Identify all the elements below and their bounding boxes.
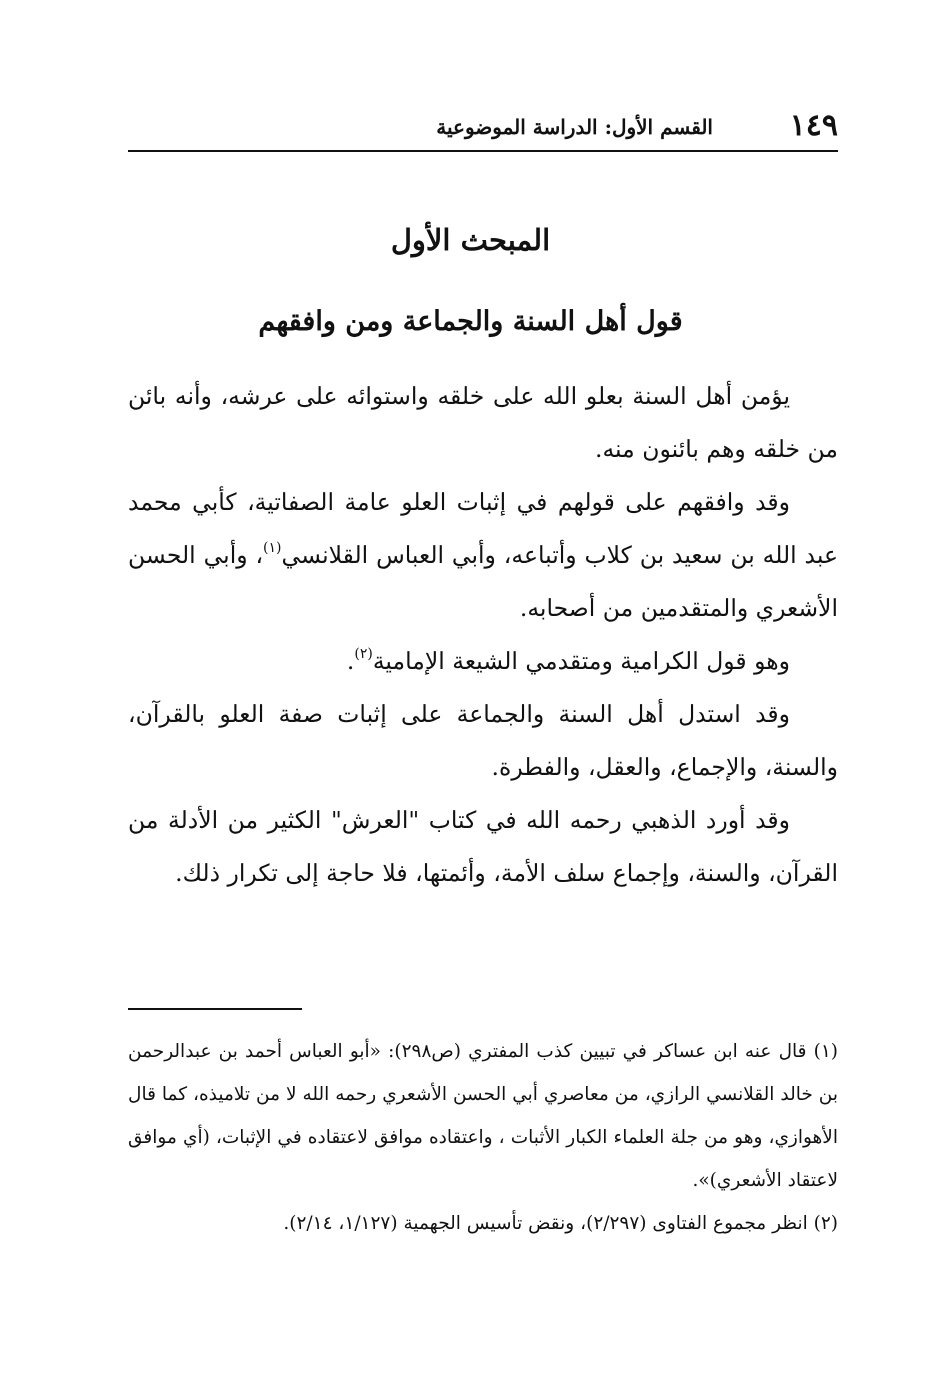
running-title: القسم الأول: الدراسة الموضوعية xyxy=(436,115,713,139)
paragraph-4: وقد استدل أهل السنة والجماعة على إثبات صفة العلو بالقرآن، والسنة، والإجماع، والعقل، والفطرة. xyxy=(128,700,838,781)
footnote-1: (١) قال عنه ابن عساكر في تبيين كذب المفتري (ص٢٩٨): «أبو العباس أحمد بن عبدالرحمن بن خالد القلانسي الرازي، من معاصري أبي الحسن الأشعري رحمه الله لا من تلاميذه، كما قال الأهوازي، وهو من جلة العلماء الكبار الأثبات ، واعتقاده موافق لاعتقاده في الإثبات، (أي موافق لاعتقاد الأشعري)». xyxy=(128,1041,839,1191)
footnote-ref-1[interactable]: (١) xyxy=(263,540,282,556)
paragraph-3-text-a: وهو قول الكرامية ومتقدمي الشيعة الإمامية xyxy=(372,647,790,675)
paragraph-2 xyxy=(128,476,838,635)
page-number: ١٤٩ xyxy=(789,108,838,143)
footnote-divider xyxy=(128,1008,302,1010)
paragraph-3 xyxy=(128,635,838,688)
paragraph-2-text-a: وقد وافقهم على قولهم في إثبات العلو عامة الصفاتية، كأبي محمد عبد الله بن سعيد بن كلاب وأتباعه، وأبي العباس القلانسي xyxy=(128,488,838,569)
page-header xyxy=(128,106,838,152)
section-subtitle: قول أهل السنة والجماعة ومن وافقهم xyxy=(258,306,683,337)
paragraph-2-text-b: ، وأبي الحسن الأشعري والمتقدمين من أصحابه. xyxy=(128,541,838,622)
body-text xyxy=(128,370,838,900)
footnote-2: (٢) انظر مجموع الفتاوى (٢/٢٩٧)، ونقض تأسيس الجهمية (١/١٢٧، ٢/١٤). xyxy=(283,1213,838,1234)
footnote-ref-2[interactable]: (٢) xyxy=(354,646,373,662)
section-heading: المبحث الأول xyxy=(390,223,551,257)
footnotes xyxy=(128,1030,838,1245)
paragraph-5: وقد أورد الذهبي رحمه الله في كتاب "العرش" الكثير من الأدلة من القرآن، والسنة، وإجماع سلف الأمة، وأئمتها، فلا حاجة إلى تكرار ذلك. xyxy=(128,806,838,887)
paragraph-3-text-b: . xyxy=(346,647,355,675)
paragraph-1: يؤمن أهل السنة بعلو الله على خلقه واستوائه على عرشه، وأنه بائن من خلقه وهم بائنون منه. xyxy=(128,382,838,463)
